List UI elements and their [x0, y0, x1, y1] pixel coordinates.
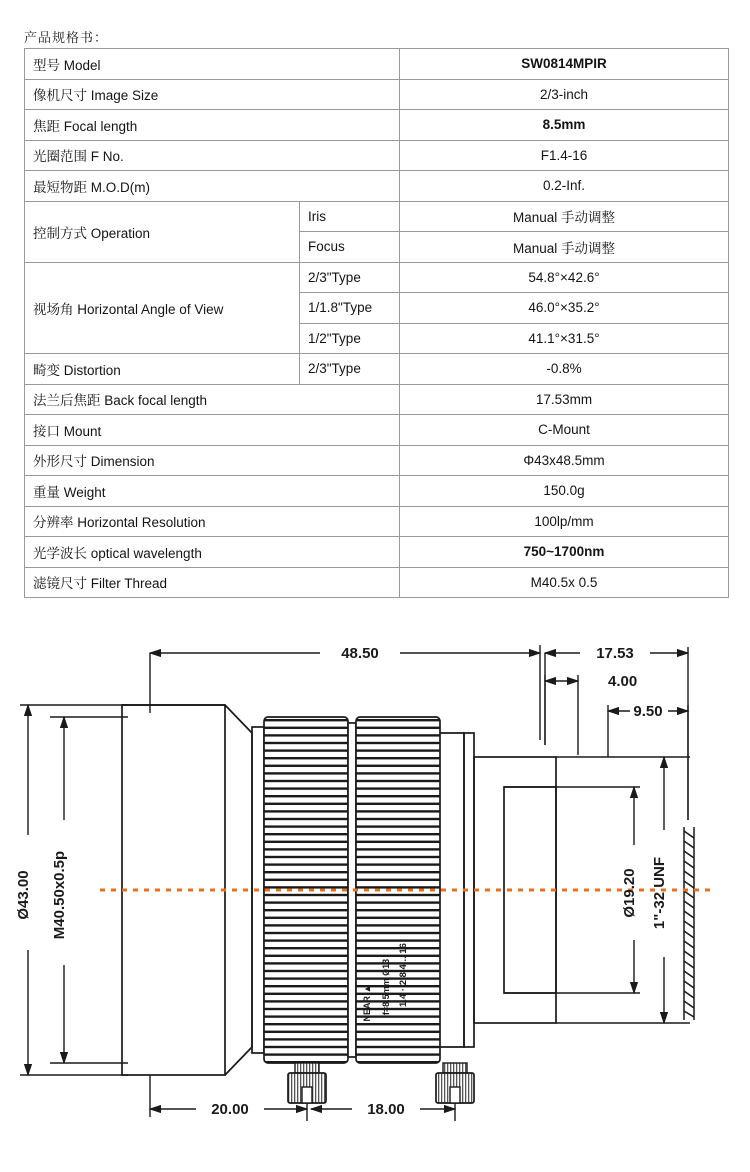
barrel-focal-marking: f=8.5mm Ø13 — [381, 958, 391, 1016]
spec-value-cell: 2/3-inch — [400, 79, 729, 110]
spec-value-cell: Manual 手动调整 — [400, 232, 729, 263]
spec-value-cell: 41.1°×31.5° — [400, 323, 729, 354]
spec-value-cell: 46.0°×35.2° — [400, 293, 729, 324]
table-row — [25, 110, 729, 141]
spec-label-cell: 法兰后焦距 Back focal length — [25, 384, 400, 415]
dim-label-rear-aperture: Ø19.20 — [621, 868, 638, 918]
table-row — [25, 262, 729, 293]
dim-label-outer-diameter: Ø43.00 — [15, 870, 32, 920]
dim-label-back-focal: 17.53 — [596, 645, 634, 662]
thumbscrew-left — [288, 1063, 326, 1103]
spec-value-cell: -0.8% — [400, 354, 729, 385]
dim-label-flange-step: 4.00 — [608, 673, 638, 690]
spec-label-cell: 光圈范围 F No. — [25, 140, 400, 171]
spec-sublabel-cell: 2/3"Type — [300, 262, 400, 293]
spec-value-cell: 750~1700nm — [400, 537, 729, 568]
lens-dimension-drawing — [0, 605, 750, 1172]
spec-label-cell: 视场角 Horizontal Angle of View — [25, 262, 300, 354]
dim-label-mount-thread: 1"-32 UNF — [651, 856, 668, 930]
spec-sublabel-cell: 2/3"Type — [300, 354, 400, 385]
spec-value-cell: 8.5mm — [400, 110, 729, 141]
spec-value-cell: Manual 手动调整 — [400, 201, 729, 232]
page-title: 产品规格书： — [24, 30, 109, 45]
spec-sublabel-cell: Iris — [300, 201, 400, 232]
table-row — [25, 201, 729, 232]
spec-value-cell: 54.8°×42.6° — [400, 262, 729, 293]
unf-thread-strip — [684, 827, 694, 1020]
specification-table — [24, 48, 729, 598]
spec-label-cell: 分辨率 Horizontal Resolution — [25, 506, 400, 537]
spec-value-cell: Φ43x48.5mm — [400, 445, 729, 476]
spec-sublabel-cell: Focus — [300, 232, 400, 263]
barrel-aperture-scale: 1.4 · 2.8 4 .. 16 — [398, 943, 409, 1007]
table-row — [25, 140, 729, 171]
spec-value-cell: C-Mount — [400, 415, 729, 446]
table-row — [25, 445, 729, 476]
table-row — [25, 537, 729, 568]
table-row — [25, 354, 729, 385]
table-row — [25, 49, 729, 80]
spec-sublabel-cell: 1/2"Type — [300, 323, 400, 354]
spec-value-cell: 100lp/mm — [400, 506, 729, 537]
spec-label-cell: 焦距 Focal length — [25, 110, 400, 141]
table-row — [25, 476, 729, 507]
spec-sublabel-cell: 1/1.8"Type — [300, 293, 400, 324]
spec-value-cell: M40.5x 0.5 — [400, 567, 729, 598]
table-row — [25, 506, 729, 537]
spec-value-cell: SW0814MPIR — [400, 49, 729, 80]
spec-label-cell: 畸变 Distortion — [25, 354, 300, 385]
spec-value-cell: 0.2-Inf. — [400, 171, 729, 202]
table-row — [25, 384, 729, 415]
thumbscrew-right — [436, 1063, 474, 1103]
spec-value-cell: 150.0g — [400, 476, 729, 507]
lens-body-outline — [122, 705, 556, 1075]
spec-value-cell: 17.53mm — [400, 384, 729, 415]
dim-label-screw-pos-1: 20.00 — [211, 1101, 249, 1118]
spec-label-cell: 最短物距 M.O.D(m) — [25, 171, 400, 202]
spec-label-cell: 光学波长 optical wavelength — [25, 537, 400, 568]
spec-label-cell: 重量 Weight — [25, 476, 400, 507]
spec-label-cell: 外形尺寸 Dimension — [25, 445, 400, 476]
table-row — [25, 79, 729, 110]
spec-label-cell: 接口 Mount — [25, 415, 400, 446]
table-row — [25, 567, 729, 598]
dim-label-mount-thread-length: 9.50 — [633, 703, 663, 720]
spec-label-cell: 像机尺寸 Image Size — [25, 79, 400, 110]
table-row — [25, 415, 729, 446]
dim-mount-thread-length — [608, 705, 688, 820]
spec-label-cell: 型号 Model — [25, 49, 400, 80]
spec-value-cell: F1.4-16 — [400, 140, 729, 171]
dim-label-filter-thread: M40.50x0.5p — [51, 850, 68, 940]
barrel-near-marking: NEAR ▲ — [362, 984, 372, 1022]
technical-drawing — [0, 605, 750, 1172]
spec-label-cell: 滤镜尺寸 Filter Thread — [25, 567, 400, 598]
dim-label-overall-length: 48.50 — [341, 645, 379, 662]
spec-label-cell: 控制方式 Operation — [25, 201, 300, 262]
dim-label-screw-pos-2: 18.00 — [367, 1101, 405, 1118]
dim-flange-step — [545, 675, 578, 755]
table-row — [25, 171, 729, 202]
